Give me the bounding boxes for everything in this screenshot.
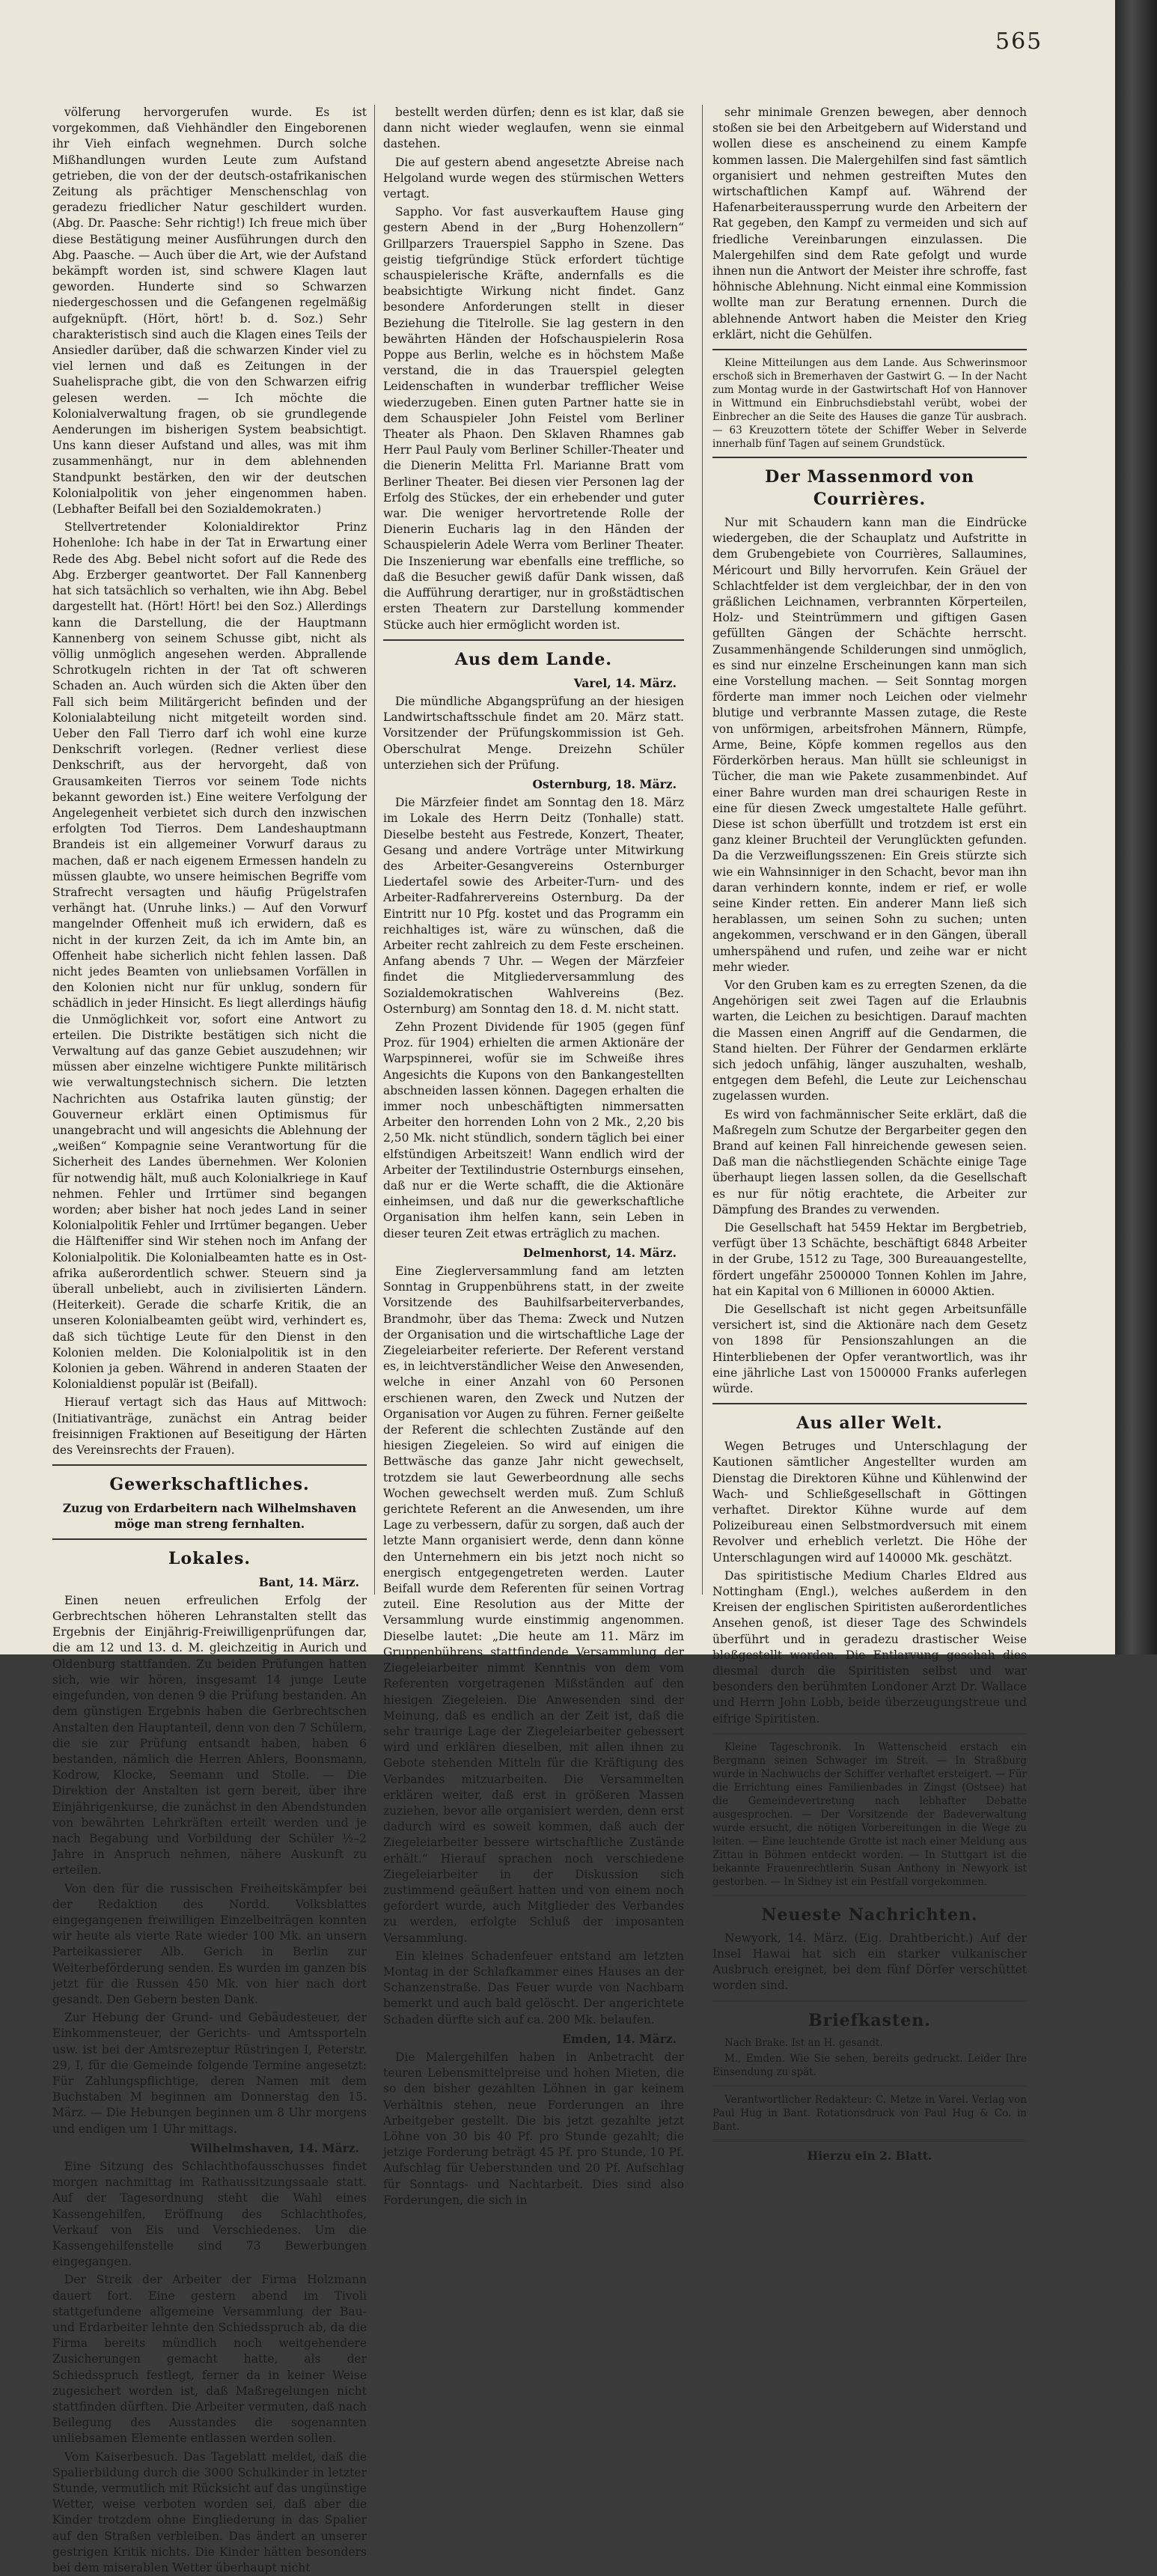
imprint: Verantwortlicher Redakteur: C. Metze in Varel. Verlag von Paul Hug in Bant. Rotationsdruck von Paul Hug & Co. in Bant. bbox=[712, 2093, 1027, 2133]
section-heading: Der Massenmord von Courrières. bbox=[765, 467, 974, 510]
article-paragraph: Ein kleines Schadenfeuer entstand am letzten Montag in der Schlafkammer eines Hauses an der Schanzenstraße. Das Feuer wurde von Nachbarn bemerkt und auch bald gelöscht. Der angerichtete Schaden dürfte sich auf ca. 200 Mk. belaufen. bbox=[383, 1949, 684, 2027]
column-rule bbox=[374, 105, 375, 1595]
section-heading: Aus aller Welt. bbox=[796, 1413, 943, 1434]
column-rule bbox=[702, 105, 703, 1595]
article-paragraph: Wegen Betruges und Unterschlagung der Kautionen sämtlicher Angestellter wurden am Dienstag die Direktoren Kühne und Kühlenwind der Wach- und Schließgesellschaft in Göttingen verhaftet. Direktor Kühne wurde auf dem Polizeibureau einen Selbstmordversuch mit einem Revolver und erheblich verletzt. Die Höhe der Unterschlagungen wird auf 140000 Mk. geschätzt. bbox=[712, 1440, 1027, 1565]
dateline: Emden, 14. März. bbox=[562, 2031, 677, 2046]
divider bbox=[712, 1895, 1027, 1896]
article-paragraph: völferung hervorgerufen wurde. Es ist vorgekommen, daß Viehhändler den Eingeborenen ihr Vieh einfach wegnehmen. Durch solche Mißhandlungen wurden Leute zum Aufstand getrieben, die von der der deutsch-ostafrikanischen Zeitung als prächtiger Menschenschlag von geradezu friedlicher Natur geschildert wurden. (Abg. Dr. Paasche: Sehr richtig!) Ich freue mich über diese Bestätigung meiner Ausführungen durch den Abg. Paasche. — Auch über die Art, wie der Aufstand bekämpft worden ist, sind schwere Klagen laut geworden. Hunderte sind so Schwarzen niedergeschossen und die Gefangenen regelmäßig aufgeknüpft. (Hört, hört! b. d. Soz.) Sehr charakteristisch sind auch die Klagen eines Teils der Ansiedler darüber, daß die schwarzen Kinder viel zu viel lernen und daß es Zeitungen in der Suahelisprache gibt, die von den Schwarzen eifrig gelesen werden. — Ich möchte die Kolonialverwaltung fragen, ob sie grundlegende Aenderungen im bisherigen System beabsichtigt. Uns kann dieser Aufstand und alles, was mit ihm zusammenhängt, nur in dem ablehnenden Standpunkt bestärken, den wir der deutschen Kolonialpolitik von jeher eingenommen haben. (Lebhafter Beifall bei den Sozialdemokraten.) bbox=[52, 106, 367, 517]
article-paragraph: Vom Kaiserbesuch. Das Tageblatt meldet, daß die Spalierbildung durch die 3000 Schulkinder in letzter Stunde, vermutlich mit Rücksicht auf das ungünstige Wetter, weise verboten worden sei, daß aber die Kinder trotzdem ohne Eingliederung in das Spalier auf den Straßen verbleiben. Das ändert an unserer gestrigen Kritik nichts. Die Kinder hätten besonders bei dem miserablen Wetter überhaupt nicht bbox=[52, 2449, 367, 2575]
article-paragraph: Von den für die russischen Freiheitskämpfer bei der Redaktion des Nordd. Volksblattes eingegangenen freiwilligen Einzelbeiträgen konnten wir heute als vierte Rate wieder 100 Mk. an unsern Parteikassierer Alb. Gerich in Berlin zur Weiterbeförderung senden. Es wurden im ganzen bis jetzt für die Russen 450 Mk. von hier nach dort gesandt. Den Gebern besten Dank. bbox=[52, 1881, 367, 2006]
divider bbox=[712, 2085, 1027, 2087]
article-paragraph: sehr minimale Grenzen bewegen, aber dennoch stoßen sie bei den Arbeitgebern auf Widerstand und wollen diese es anscheinend zu einem Kampfe kommen lassen. Die Malergehilfen sind fast sämtlich organisiert und nehmen gestreiften Mutes den wirtschaftlichen Kampf auf. Während der Hafenarbeiteraussperrung wurde den Arbeitern der Rat gegeben, den Kampf zu vermeiden und sich auf friedliche Vereinbarungen einzulassen. Die Malergehilfen sind dem Rate gefolgt und wurde ihnen nun die Antwort der Meister ihre schroffe, fast höhnische Ablehnung. Nicht einmal eine Kommission wollte man zur Beratung ernennen. Durch die ablehnende Antwort haben die Meister den Krieg erklärt, nicht die Gehülfen. bbox=[712, 106, 1027, 341]
divider bbox=[712, 1733, 1027, 1735]
article-paragraph: Vor den Gruben kam es zu erregten Szenen, da die Angehörigen seit zwei Tagen auf die Erlaubnis warten, die Leichen zu besichtigen. Darauf machten die Massen einen Angriff auf die Gendarmen, die Stand hielten. Der Führer der Gendarmen erklärte sich jedoch unfähig, länger auszuhalten, weshalb, entgegen dem Befehl, die Leute zur Leichenschau zugelassen wurden. bbox=[712, 978, 1027, 1103]
divider bbox=[383, 639, 684, 641]
letterbox-entry: Nach Brake. Ist an H. gesandt. bbox=[724, 2036, 883, 2049]
divider bbox=[52, 1538, 367, 1540]
article-paragraph: Stellvertretender Kolonialdirektor Prinz Hohenlohe: Ich habe in der Tat in Erwartung einer Rede des Abg. Bebel nicht sofort auf die Rede des Abg. Erzberger geantwortet. Der Fall Kannenberg hat sich tatsächlich so verhalten, wie ihn Abg. Bebel dargestellt hat. (Hört! Hört! bei den Soz.) Allerdings kann die Darstellung, die der Hauptmann Kannenberg von seinem Schusse gibt, nicht als völlig unmöglich angesehen werden. Abprallende Schrotkugeln richten in der Tat oft schweren Schaden an. Auch würden sich die Akten über den Fall sich beim Militärgericht befinden und der Kolonialabteilung nicht mitgeteilt worden sind. Ueber den Fall Tierro darf ich wohl eine kurze Denkschrift vorlegen. (Redner verliest diese Denkschrift, aus der hervorgeht, daß von Grausamkeiten Tierros vor seinem Tode nichts bekannt geworden ist.) Eine weitere Verfolgung der Angelegenheit verbietet sich durch den inzwischen erfolgten Tod Tierros. Dem Landeshauptmann Brandeis ist ein allgemeiner Vorwurf daraus zu machen, daß er nach eigenem Ermessen handeln zu müssen glaubte, wo unsere heimischen Begriffe vom Strafrecht versagten und häufig Prügelstrafen verhängt hat. (Unruhe links.) — Auf den Vorwurf mangelnder Offenheit muß ich erwidern, daß es nicht in der kurzen Zeit, da ich im Amte bin, an Offenheit habe sicherlich nicht fehlen lassen. Daß nicht jedes Beamten von unliebsamen Vorfällen in den Kolonien nicht nur für unklug, sondern für schädlich in jeder Hinsicht. Es liegt allerdings häufig die Unmöglichkeit vor, sofort eine Antwort zu erteilen. Die Distrikte bestätigen sich nicht die Verwaltung auf das ganze Gebiet auszudehnen; wir müssen aber einzelne wichtigere Punkte militärisch wie verwaltungstechnisch sichern. Die letzten Nachrichten aus Ostafrika lauten günstig; der Gouverneur erklärt einen Optimismus für unangebracht und will angesichts die Ablehnung der „weißen“ Kompagnie seine Verantwortung für die Sicherheit des Landes übernehmen. Wer Kolonien für notwendig hält, muß auch Kolonialkriege in Kauf nehmen. Fehler und Irrtümer sind begangen worden; aber bisher hat noch jedes Land in seiner Kolonialpolitik Fehler und Irrtümer begangen. Ueber die Hälfteniffer sind Wir stehen noch im Anfang der Kolonialpolitik. Die Kolonialbeamten hatte es in Ost-afrika außerordentlich schwer. Steuern sind ja überall unbeliebt, auch in zivilisierten Ländern. (Heiterkeit). Gerade die scharfe Kritik, die an unseren Kolonialbeamten geübt wird, verhindert es, daß sich tüchtige Leute für den Dienst in den Kolonien melden. Die Kolonialpolitik ist in den Kolonien ja geben. Während in anderen Staaten der Kolonialdienst populär ist (Beifall). bbox=[52, 520, 367, 1392]
article-paragraph: Kleine Tageschronik. In Wattenscheid erstach ein Bergmann seinen Schwager im Streit. — In Straßburg wurde in Nachwuchs der Schiffer verhaftet ersteigert. — Für die Errichtung eines Familienbades in Zingst (Ostsee) hat die Gemeindevertretung nach lebhafter Debatte ausgesprochen. — Der Vorsitzende der Badeverwaltung wurde ersucht, die nötigen Vorbereitungen in die Wege zu leiten. — Eine leuchtende Grotte ist nach einer Meldung aus Zittau in Böhmen entdeckt worden. — In Stuttgart ist die bekannte Frauenrechtlerin Susan Anthony in Newyork ist gestorben. — In Sidney ist ein Pestfall vorgekommen. bbox=[712, 1741, 1027, 1888]
article-paragraph: Es wird von fachmännischer Seite erklärt, daß die Maßregeln zum Schutze der Bergarbeiter gegen den Brand auf keinen Fall hinreichende gewesen seien. Daß man die nächstliegenden Schächte einige Tage überhaupt liegen lassen sollen, da die Gesellschaft es nur für nötig erachtete, die Arbeiter zur Dämpfung des Brandes zu verwenden. bbox=[712, 1107, 1027, 1217]
article-paragraph: Kleine Mitteilungen aus dem Lande. Aus Schwerinsmoor erschoß sich in Bremerhaven der Gastwirt G. — In der Nacht zum Montag wurde in der Gastwirtschaft Hof von Hannover in Wittmund ein Einbruchsdiebstahl verübt, wobei der Einbrecher an die Seite des Hauses die ganze Tür ausbrach. — 63 Kreuzottern tötete der Schiffer Weber in Selverde innerhalb fünf Tagen auf seinem Grundstück. bbox=[712, 357, 1027, 451]
article-paragraph: Die Gesellschaft hat 5459 Hektar im Bergbetrieb, verfügt über 13 Schächte, beschäftigt 6848 Arbeiter in der Grube, 1512 zu Tage, 300 Bureauangestellte, fördert ungefähr 2500000 Tonnen Kohlen im Jahre, hat ein Kapital von 6 Millionen in 60000 Aktien. bbox=[712, 1220, 1027, 1298]
article-paragraph: Newyork, 14. März. (Eig. Drahtbericht.) Auf der Insel Hawai hat sich ein starker vulkanischer Ausbruch ereignet, bei dem fünf Dörfer verschüttet worden sind. bbox=[712, 1931, 1027, 1993]
article-paragraph: Einen neuen erfreulichen Erfolg der Gerbrechtschen höheren Lehranstalten stellt das Ergebnis der Einjährig-Freiwilligenprüfungen dar, die am 12 und 13. d. M. gleichzeitig in Aurich und Oldenburg stattfanden. Zu beiden Prüfungen hatten sich, wie wir hören, insgesamt 14 junge Leute eingefunden, von denen 9 die Prüfung bestanden. An dem günstigen Ergebnis haben die Gerbrechtschen Anstalten den Hauptanteil, denn von den 7 Schülern, die sie zur Prüfung entsandt haben, haben 6 bestanden, nämlich die Herren Ahlers, Boonsmann, Kodrow, Klocke, Seemann und Stolle. — Die Direktion der Anstalten ist gern bereit, über ihre Einjährigenkurse, die zunächst in den Abendstunden von bewährten Lehrkräften erteilt werden und je nach Begabung und Vorbildung der Schüler ½–2 Jahre in Anspruch nehmen, nähere Auskunft zu erteilen. bbox=[52, 1593, 367, 1878]
column-2 bbox=[383, 105, 684, 2207]
article-paragraph: Zur Hebung der Grund- und Gebäudesteuer, der Einkommensteuer, der Gerichts- und Amtssporteln usw. ist bei der Amtsrezeptur Rüstringen I, Peterstr. 29, I, für die Gemeinde folgende Termine angesetzt: Für Zahlungspflichtige, deren Namen mit dem Buchstaben M beginnen am Donnerstag den 15. März. — Die Hebungen beginnen um 8 Uhr morgens und endigen um 1 Uhr mittags. bbox=[52, 2011, 367, 2136]
divider bbox=[712, 349, 1027, 350]
article-paragraph: Sappho. Vor fast ausverkauftem Hause ging gestern Abend in der „Burg Hohenzollern“ Grillparzers Trauerspiel Sappho in Szene. Das geistig tiefgründige Stück erfordert tüchtige schauspielerische Kräfte, andernfalls es die beabsichtigte Wirkung nicht findet. Ganz besondere Anforderungen stellt in dieser Beziehung die Titelrolle. Sie lag gestern in den bewährten Händen der Hofschauspielerin Rosa Poppe aus Berlin, welche es in höchstem Maße verstand, die in das Trauerspiel gelegten Leidenschaften in wunderbar trefflicher Weise wiederzugeben. Einen guten Partner hatte sie in dem Schauspieler John Feistel vom Berliner Theater als Phaon. Den Sklaven Rhamnes gab Herr Paul Pauly vom Berliner Schiller-Theater und die Dienerin Melitta Frl. Marianne Bratt vom Berliner Theater. Bei diesen vier Personen lag der Erfolg des Stückes, der ein erhebender und guter war. Die weniger hervortretende Rolle der Dienerin Eucharis lag in den Händen der Schauspielerin Adele Werra vom Berliner Theater. Die Inszenierung war ebenfalls eine treffliche, so daß die Besucher gewiß dafür Dank wissen, daß die Aufführung derartiger, nur in großstädtischen ersten Theatern zur Darstellung kommender Stücke auch hier ermöglicht worden ist. bbox=[383, 205, 684, 632]
section-heading: Briefkasten. bbox=[808, 2010, 931, 2030]
section-heading: Gewerkschaftliches. bbox=[109, 1475, 310, 1495]
article-paragraph: Die Gesellschaft ist nicht gegen Arbeitsunfälle versichert ist, sind die Aktionäre nach dem Gesetz von 1898 für Pensionszahlungen an die Hinterbliebenen der Opfer verantwortlich, was ihr eine jährliche Last von 1500000 Franks auferlegen würde. bbox=[712, 1303, 1027, 1396]
column-3 bbox=[712, 105, 1027, 2163]
divider bbox=[52, 1464, 367, 1466]
article-paragraph: bestellt werden dürfen; denn es ist klar, daß sie dann nicht wieder weglaufen, wenn sie einmal dastehen. bbox=[383, 106, 684, 151]
dateline: Bant, 14. März. bbox=[258, 1574, 359, 1589]
dateline: Osternburg, 18. März. bbox=[532, 776, 677, 791]
dateline: Wilhelmshaven, 14. März. bbox=[190, 2140, 359, 2155]
book-binding bbox=[1115, 0, 1157, 1654]
article-paragraph: Die Märzfeier findet am Sonntag den 18. März im Lokale des Herrn Deitz (Tonhalle) statt. Dieselbe besteht aus Festrede, Konzert, Theater, Gesang und andere Vorträge unter Mitwirkung des Arbeiter-Gesangvereins Osternburger Liedertafel sowie des Arbeiter-Turn- und des Arbeiter-Radfahrervereins Osternburg. Da der Eintritt nur 10 Pfg. kostet und das Programm ein reichhaltiges ist, wäre zu wünschen, daß die Arbeiter recht zahlreich zu dem Feste erscheinen. Anfang abends 7 Uhr. — Wegen der Märzfeier findet die Mitgliederversammlung des Sozialdemokratischen Wahlvereins (Bez. Osternburg) am Sonntag den 18. d. M. nicht statt. bbox=[383, 796, 684, 1016]
article-paragraph: Zehn Prozent Dividende für 1905 (gegen fünf Proz. für 1904) erhielten die armen Aktionäre der Warpspinnerei, wofür sie im Schweiße ihres Angesichts die Kupons von den Bankangestellten abschneiden lassen können. Dagegen erhalten die immer noch unbeschäftigten nimmersatten Arbeiter den horrenden Lohn von 2 Mk., 2,20 bis 2,50 Mk. nicht stündlich, sondern täglich bei einer elfstündigen Arbeitszeit! Wann endlich wird der Arbeiter der Textilindustrie Osternburgs einsehen, daß nur er die Werte schafft, die die Aktionäre einheimsen, und daß nur die gewerkschaftliche Organisation ihm helfen kann, sein Leben in dieser teuren Zeit etwas erträglich zu machen. bbox=[383, 1020, 684, 1240]
article-paragraph: Die auf gestern abend angesetzte Abreise nach Helgoland wurde wegen des stürmischen Wetters vertagt. bbox=[383, 155, 684, 201]
article-paragraph: Hierauf vertagt sich das Haus auf Mittwoch: (Initiativanträge, zunächst ein Antrag beider freisinnigen Fraktionen auf Beseitigung der Härten des Vereinsrechts der Frauen). bbox=[52, 1395, 367, 1458]
section-heading: Neueste Nachrichten. bbox=[761, 1904, 978, 1925]
supplement-notice: Hierzu ein 2. Blatt. bbox=[807, 2148, 932, 2163]
page-number: 565 bbox=[995, 28, 1043, 55]
article-paragraph: Der Streik der Arbeiter der Firma Holzmann dauert fort. Eine gestern abend im Tivoli stattgefundene allgemeine Versammlung der Bau- und Erdarbeiter lehnte den Schiedsspruch ab, da die Firma bereits mündlich noch weitgehendere Zusicherungen gemacht hatte, als der Schiedsspruch festlegt, ferner da in keiner Weise zugesichert worden ist, daß Maßregelungen nicht stattfinden dürften. Die Arbeiter vermuten, daß nach Beilegung des Ausstandes die sogenannten unliebsamen Elemente entlassen werden sollen. bbox=[52, 2273, 367, 2446]
article-paragraph: Eine Zieglerversammlung fand am letzten Sonntag in Gruppenbührens statt, in der zweite Vorsitzende des Bauhilfsarbeiterverbandes, Brandmohr, über das Thema: Zweck und Nutzen der Organisation und die wirtschaftliche Lage der Ziegeleiarbeiter referierte. Der Referent verstand es, in leichtverständlicher Weise den Anwesenden, welche in einer Anzahl von 60 Personen erschienen waren, den Zweck und Nutzen der Organisation vor Augen zu führen. Ferner geißelte der Referent die schlechten Zustände auf den hiesigen Ziegeleien. So wird auf einigen die Bettwäsche das ganze Jahr nicht gewechselt, trotzdem sie laut Gewerbeordnung alle sechs Wochen gewechselt werden muß. Zum Schluß gerichtete Referent an die Anwesenden, um ihre Lage zu verbessern, dafür zu sorgen, daß auch der letzte Mann organisiert werde, denn dann könne den Unternehmern ein bis jetzt noch nicht so energisch entgegengetreten werden. Lauter Beifall wurde dem Referenten für seinen Vortrag zuteil. Eine Resolution aus der Mitte der Versammlung wurde einstimmig angenommen. Dieselbe lautet: „Die heute am 11. März im Gruppenbührens stattfindende Versammlung der Ziegeleiarbeiter nimmt Kenntnis von dem vom Referenten vorgetragenen Mißständen auf den hiesigen Ziegeleien. Die Anwesenden sind der Meinung, daß es endlich an der Zeit ist, daß die sehr traurige Lage der Ziegeleiarbeiter gebessert wird und erklären dieselben, mit allen ihnen zu Gebote stehenden Mitteln für die Kräftigung des Verbandes mitzuarbeiten. Die Versammelten erklären weiter, daß erst in größeren Massen zuziehen, bevor alle organisiert werden, denn erst dadurch wird es soweit kommen, daß auch der Ziegeleiarbeiter bessere wirtschaftliche Zustände erhält.“ Hierauf sprachen noch verschiedene Ziegeleiarbeiter in der Diskussion sich zustimmend geäußert hatten und von einem noch gefordert wurde, auch Mitglieder des Verbandes zu werden, erfolgte Schluß der imposanten Versammlung. bbox=[383, 1264, 684, 1945]
article-paragraph: Das spiritistische Medium Charles Eldred aus Nottingham (Engl.), welches außerdem in den Kreisen der englischen Spiritisten außerordentliches Ansehen genoß, ist dieser Tage des Schwindels überführt und in geradezu drastischer Weise bloßgestellt worden. Die Entlarvung geschah dies diesmal durch die Spiritisten selbst und war besonders den berühmten Londoner Arzt Dr. Wallace und Herrn John Lobb, beide überzeugungstreue und eifrige Spiritisten. bbox=[712, 1568, 1027, 1726]
article-paragraph: Die Malergehilfen haben in Anbetracht der teuren Lebensmittelpreise und hohen Mieten, die so den bisher gezahlten Löhnen in gar keinem Verhältnis stehen, neue Forderungen an ihre Arbeitgeber gestellt. Die bis jetzt gezahlte jetzt Löhne von 30 bis 40 Pf. pro Stunde gezahlt; die jetzige Forderung beträgt 45 Pf. pro Stunde, 10 Pf. Aufschlag für Ueberstunden und 20 Pf. Aufschlag für Sonntags- und Nachtarbeit. Dies sind also Forderungen, die sich in bbox=[383, 2050, 684, 2207]
article-paragraph: Nur mit Schaudern kann man die Eindrücke wiedergeben, die der Schauplatz und Aufstritte in dem Grubengebiete von Courrières, Sallaumines, Méricourt und Billy hervorrufen. Kein Gräuel der Schlachtfelder ist dem vergleichbar, der in den von gräßlichen Leichnamen, verbrannten Körperteilen, Holz- und Steintrümmern und giftigen Gasen gefüllten Gängen der Schächte herrscht. Zusammenhängende Schilderungen sind unmöglich, es sind nur einzelne Erscheinungen kann man sich eine Vorstellung machen. — Seit Sonntag morgen förderte man immer noch Leichen oder vielmehr blutige und verbrannte Massen zutage, die Reste von unförmigen, arbeitsfrohen Männern, Rümpfe, Arme, Beine, Köpfe kommen regellos aus den Förderkörben heraus. Man hüllt sie schleunigst in Tücher, die man wie Pakete zusammenbindet. Auf einer Bahre wurden man drei schaurigen Reste in eine für diesen Zweck umgestaltete Halle geführt. Diese ist schon überfüllt und trotzdem ist erst ein ganz kleiner Bruchteil der Verunglückten gefunden. Da die Verzweiflungsszenen: Ein Greis stürzte sich wie ein Wahnsinniger in den Schacht, bevor man ihn daran verhindern konnte, indem er rief, er wolle seine Kinder retten. Ein anderer Mann ließ sich herablassen, um seinen Sohn zu suchen; unten angekommen, verschwand er in den Gängen, überall umherspähend und rufen, und zeihe war er nicht mehr wieder. bbox=[712, 516, 1027, 974]
dateline: Delmenhorst, 14. März. bbox=[522, 1245, 677, 1260]
notice-text: Zuzug von Erdarbeitern nach Wilhelmshaven möge man streng fernhalten. bbox=[62, 1501, 357, 1532]
divider bbox=[712, 2000, 1027, 2002]
divider bbox=[712, 457, 1027, 458]
article-paragraph: Die mündliche Abgangsprüfung an der hiesigen Landwirtschaftsschule findet am 20. März statt. Vorsitzender der Prüfungskommission ist Geh. Oberschulrat Menge. Dreizehn Schüler unterziehen sich der Prüfung. bbox=[383, 694, 684, 772]
column-1 bbox=[52, 105, 367, 2575]
section-heading: Lokales. bbox=[168, 1548, 251, 1568]
dateline: Varel, 14. März. bbox=[573, 675, 677, 690]
divider bbox=[712, 2140, 1027, 2142]
letterbox-entry: M., Emden. Wie Sie sehen, bereits gedruckt. Leider Ihre Einsendung zu spät. bbox=[712, 2052, 1027, 2078]
section-heading: Aus dem Lande. bbox=[454, 649, 613, 669]
divider bbox=[712, 1403, 1027, 1404]
article-paragraph: Eine Sitzung des Schlachthofausschusses findet morgen nachmittag im Rathaussitzungssaale statt. Auf der Tagesordnung steht die Wahl eines Kassengehilfen, Eröffnung des Schlachthofes, Verkauf von Eis und Verschiedenes. Um die Kassengehilfenstelle sind 73 Bewerbungen eingegangen. bbox=[52, 2159, 367, 2269]
